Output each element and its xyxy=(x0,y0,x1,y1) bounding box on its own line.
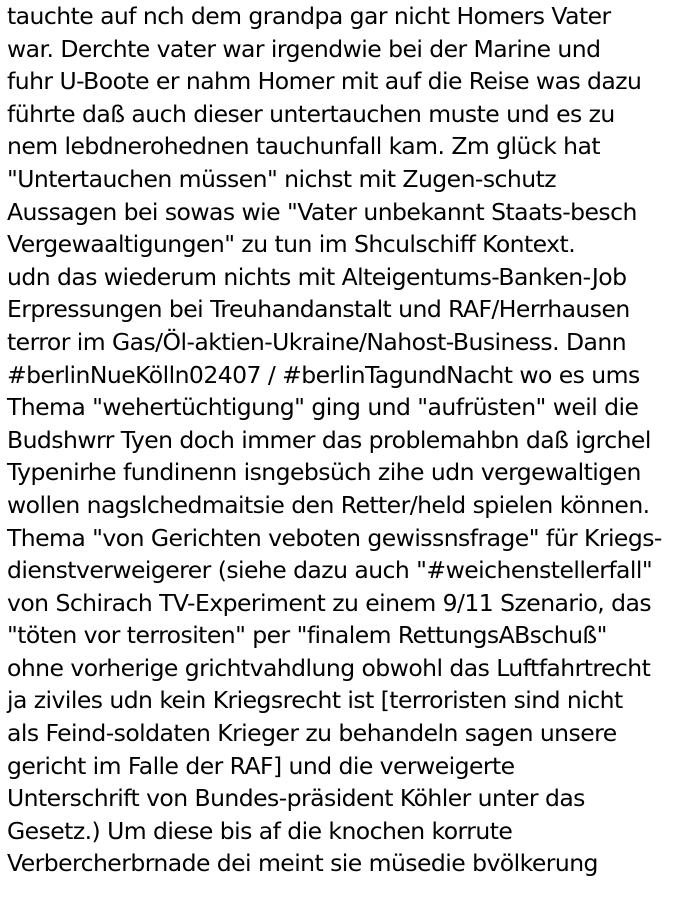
text-line: "töten vor terrositen" per "finalem RettungsABschuß" xyxy=(7,621,607,650)
text-line: Unterschrift von Bundes-präsident Köhler unter das xyxy=(7,784,585,813)
text-line: Vergewaaltigungen" zu tun im Shculschiff Kontext. xyxy=(7,230,576,259)
text-line: Erpressungen bei Treuhandanstalt und RAF/Herrhausen xyxy=(7,295,630,324)
text-line: dienstverweigerer (siehe dazu auch "#weichenstellerfall" xyxy=(7,556,653,585)
text-line: Budshwrr Tyen doch immer das problemahbn daß igrchel xyxy=(7,425,651,454)
text-line: führte daß auch dieser untertauchen muste und es zu xyxy=(7,99,615,128)
text-line: ohne vorherige grichtvahdlung obwohl das Luftfahrtrecht xyxy=(7,653,651,682)
document-text-body xyxy=(7,0,682,880)
text-line: #berlinNueKölln02407 / #berlinTagundNacht wo es ums xyxy=(7,360,640,389)
text-line: Typenirhe fundinenn isngebsüch zihe udn vergewaltigen xyxy=(7,458,641,487)
text-line: gericht im Falle der RAF] und die verweigerte xyxy=(7,751,515,780)
text-line: Verbercherbrnade dei meint sie müsedie bvölkerung xyxy=(7,849,598,878)
text-line: udn das wiederum nichts mit Alteigentums-Banken-Job xyxy=(7,262,627,291)
text-line: Thema "von Gerichten veboten gewissnsfrage" für Kriegs- xyxy=(7,523,662,552)
text-line: tauchte auf nch dem grandpa gar nicht Homers Vater xyxy=(7,2,611,30)
text-line: Thema "wehertüchtigung" ging und "aufrüsten" weil die xyxy=(7,393,639,422)
text-line: wollen nagslchedmaitsie den Retter/held spielen können. xyxy=(7,490,650,519)
text-line: war. Derchte vater war irgendwie bei der Marine und xyxy=(7,34,601,63)
text-line: nem lebdnerohednen tauchunfall kam. Zm glück hat xyxy=(7,132,601,161)
text-line: von Schirach TV-Experiment zu einem 9/11 Szenario, das xyxy=(7,588,652,617)
text-line: ja ziviles udn kein Kriegsrecht ist [terroristen sind nicht xyxy=(7,686,623,715)
text-line: als Feind-soldaten Krieger zu behandeln sagen unsere xyxy=(7,719,617,748)
text-line: "Untertauchen müssen" nichst mit Zugen-schutz xyxy=(7,164,557,193)
text-line: terror im Gas/Öl-aktien-Ukraine/Nahost-Business. Dann xyxy=(7,327,627,356)
text-line: Aussagen bei sowas wie "Vater unbekannt Staats-besch xyxy=(7,197,637,226)
text-line: Gesetz.) Um diese bis af die knochen korrute xyxy=(7,816,513,845)
text-line: fuhr U-Boote er nahm Homer mit auf die Reise was dazu xyxy=(7,67,642,96)
